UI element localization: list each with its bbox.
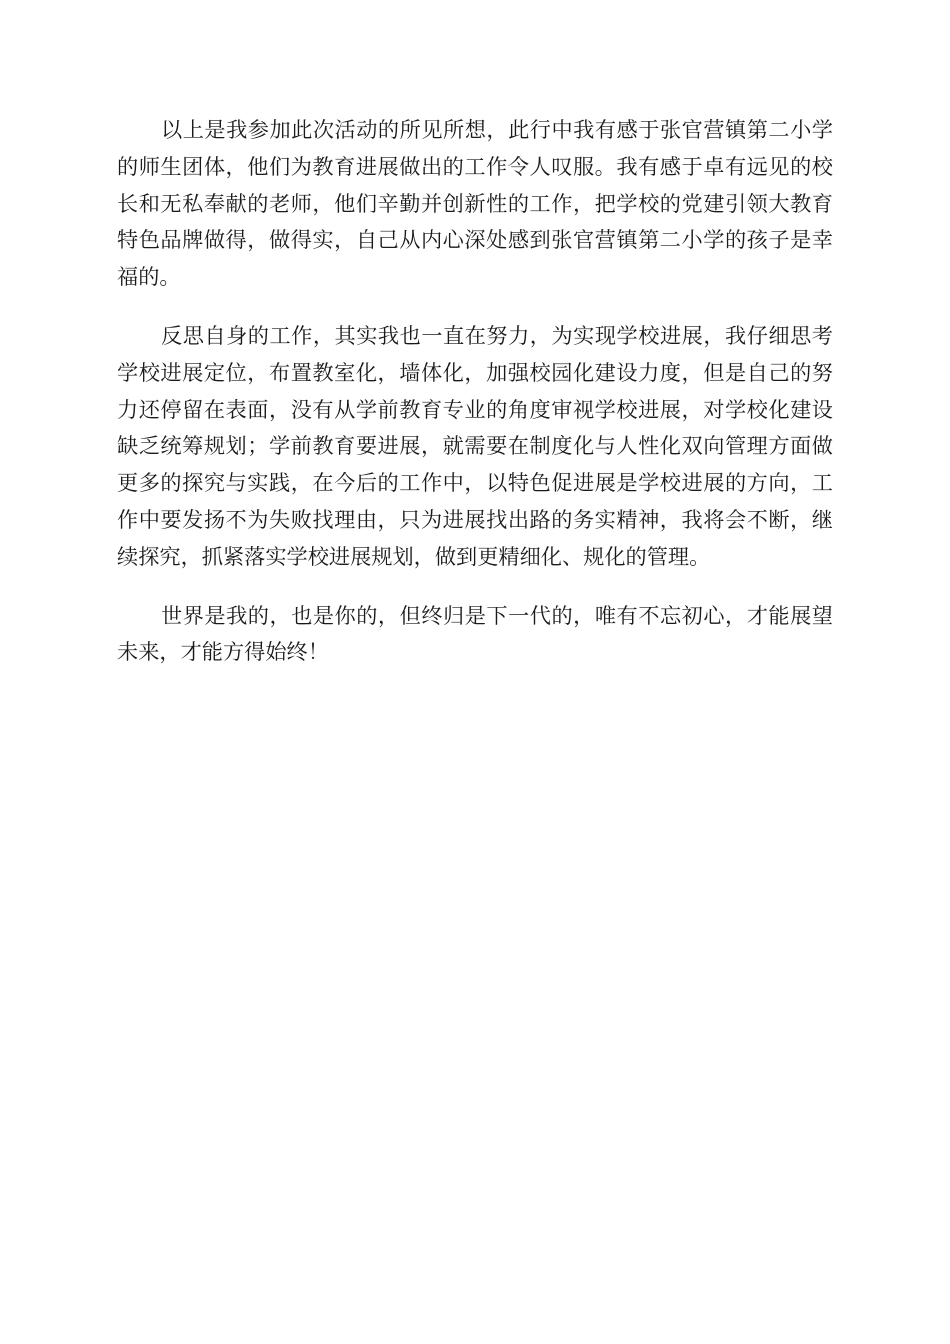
document-body xyxy=(117,112,833,693)
paragraph-closing: 世界是我的，也是你的，但终归是下一代的，唯有不忘初心，才能展望未来，才能方得始终！ xyxy=(117,602,833,665)
paragraph-self-reflection: 反思自身的工作，其实我也一直在努力，为实现学校进展，我仔细思考学校进展定位，布置教室化，墙体化，加强校园化建设力度，但是自己的努力还停留在表面，没有从学前教育专业的角度审视学校进展，对学校化建设缺乏统筹规划；学前教育要进展，就需要在制度化与人性化双向管理方面做更多的探究与实践，在今后的工作中，以特色促进展是学校进展的方向，工作中要发扬不为失败找理由，只为进展找出路的务实精神，我将会不断，继续探究，抓紧落实学校进展规划，做到更精细化、规化的管理。 xyxy=(117,322,833,569)
paragraph-reflection-on-visit: 以上是我参加此次活动的所见所想，此行中我有感于张官营镇第二小学的师生团体，他们为教育进展做出的工作令人叹服。我有感于卓有远见的校长和无私奉献的老师，他们辛勤并创新性的工作，把学校的党建引领大教育特色品牌做得，做得实，自己从内心深处感到张官营镇第二小学的孩子是幸福的。 xyxy=(117,117,833,290)
